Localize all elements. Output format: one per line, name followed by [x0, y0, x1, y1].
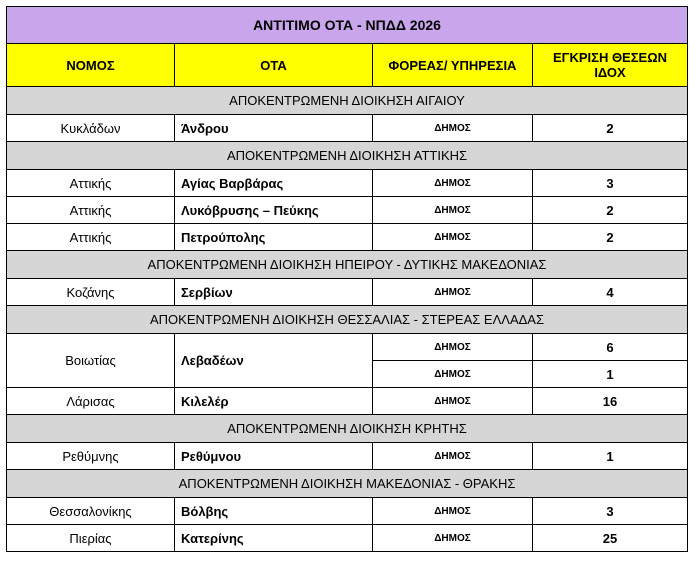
cell-nomos: Ρεθύμνης: [7, 443, 175, 470]
cell-theseis: 1: [533, 443, 688, 470]
cell-theseis: 1: [533, 361, 688, 388]
cell-foreas: ΔΗΜΟΣ: [373, 279, 533, 306]
region-label: ΑΠΟΚΕΝΤΡΩΜΕΝΗ ΔΙΟΙΚΗΣΗ ΜΑΚΕΔΟΝΙΑΣ - ΘΡΑΚΗΣ: [7, 470, 688, 498]
cell-ota: Πετρούπολης: [175, 224, 373, 251]
cell-theseis: 2: [533, 224, 688, 251]
header-row: [7, 44, 688, 87]
table-row: [7, 388, 688, 415]
table-row: [7, 525, 688, 552]
cell-nomos: Θεσσαλονίκης: [7, 498, 175, 525]
cell-foreas: ΔΗΜΟΣ: [373, 170, 533, 197]
cell-foreas: ΔΗΜΟΣ: [373, 115, 533, 142]
table-row: [7, 115, 688, 142]
region-row: [7, 470, 688, 498]
table-row: [7, 197, 688, 224]
region-row: [7, 415, 688, 443]
cell-foreas: ΔΗΜΟΣ: [373, 224, 533, 251]
region-row: [7, 142, 688, 170]
region-label: ΑΠΟΚΕΝΤΡΩΜΕΝΗ ΔΙΟΙΚΗΣΗ ΗΠΕΙΡΟΥ - ΔΥΤΙΚΗΣ ΜΑΚΕΔΟΝΙΑΣ: [7, 251, 688, 279]
cell-nomos: Αττικής: [7, 197, 175, 224]
cell-nomos: Αττικής: [7, 170, 175, 197]
header-foreas: ΦΟΡΕΑΣ/ ΥΠΗΡΕΣΙΑ: [373, 44, 533, 87]
header-nomos: ΝΟΜΟΣ: [7, 44, 175, 87]
cell-foreas: ΔΗΜΟΣ: [373, 334, 533, 361]
region-row: [7, 306, 688, 334]
document-page: [6, 6, 688, 552]
table-row: [7, 170, 688, 197]
table-row: [7, 498, 688, 525]
table-title: ΑΝΤΙΤΙΜΟ ΟΤΑ - ΝΠΔΔ 2026: [7, 7, 688, 44]
cell-ota: Βόλβης: [175, 498, 373, 525]
cell-ota: Λεβαδέων: [175, 334, 373, 388]
region-row: [7, 251, 688, 279]
cell-foreas: ΔΗΜΟΣ: [373, 525, 533, 552]
cell-ota: Κατερίνης: [175, 525, 373, 552]
cell-nomos: Βοιωτίας: [7, 334, 175, 388]
cell-ota: Αγίας Βαρβάρας: [175, 170, 373, 197]
title-row: [7, 7, 688, 44]
cell-theseis: 3: [533, 498, 688, 525]
cell-theseis: 16: [533, 388, 688, 415]
cell-foreas: ΔΗΜΟΣ: [373, 443, 533, 470]
cell-theseis: 6: [533, 334, 688, 361]
cell-ota: Κιλελέρ: [175, 388, 373, 415]
cell-theseis: 25: [533, 525, 688, 552]
cell-ota: Ρεθύμνου: [175, 443, 373, 470]
table-row: [7, 279, 688, 306]
region-label: ΑΠΟΚΕΝΤΡΩΜΕΝΗ ΔΙΟΙΚΗΣΗ ΑΙΓΑΙΟΥ: [7, 87, 688, 115]
table-row: [7, 334, 688, 361]
cell-foreas: ΔΗΜΟΣ: [373, 388, 533, 415]
region-label: ΑΠΟΚΕΝΤΡΩΜΕΝΗ ΔΙΟΙΚΗΣΗ ΑΤΤΙΚΗΣ: [7, 142, 688, 170]
region-label: ΑΠΟΚΕΝΤΡΩΜΕΝΗ ΔΙΟΙΚΗΣΗ ΘΕΣΣΑΛΙΑΣ - ΣΤΕΡΕΑΣ ΕΛΛΑΔΑΣ: [7, 306, 688, 334]
cell-theseis: 4: [533, 279, 688, 306]
cell-theseis: 2: [533, 115, 688, 142]
cell-nomos: Πιερίας: [7, 525, 175, 552]
cell-nomos: Αττικής: [7, 224, 175, 251]
cell-theseis: 3: [533, 170, 688, 197]
cell-nomos: Κοζάνης: [7, 279, 175, 306]
table-row: [7, 443, 688, 470]
table-row: [7, 224, 688, 251]
cell-theseis: 2: [533, 197, 688, 224]
cell-nomos: Κυκλάδων: [7, 115, 175, 142]
header-ota: ΟΤΑ: [175, 44, 373, 87]
region-row: [7, 87, 688, 115]
cell-foreas: ΔΗΜΟΣ: [373, 361, 533, 388]
cell-ota: Λυκόβρυσης – Πεύκης: [175, 197, 373, 224]
region-label: ΑΠΟΚΕΝΤΡΩΜΕΝΗ ΔΙΟΙΚΗΣΗ ΚΡΗΤΗΣ: [7, 415, 688, 443]
ota-table: [6, 6, 688, 552]
cell-ota: Σερβίων: [175, 279, 373, 306]
cell-ota: Άνδρου: [175, 115, 373, 142]
header-egkrisi: ΕΓΚΡΙΣΗ ΘΕΣΕΩΝ ΙΔΟΧ: [533, 44, 688, 87]
cell-nomos: Λάρισας: [7, 388, 175, 415]
cell-foreas: ΔΗΜΟΣ: [373, 498, 533, 525]
cell-foreas: ΔΗΜΟΣ: [373, 197, 533, 224]
